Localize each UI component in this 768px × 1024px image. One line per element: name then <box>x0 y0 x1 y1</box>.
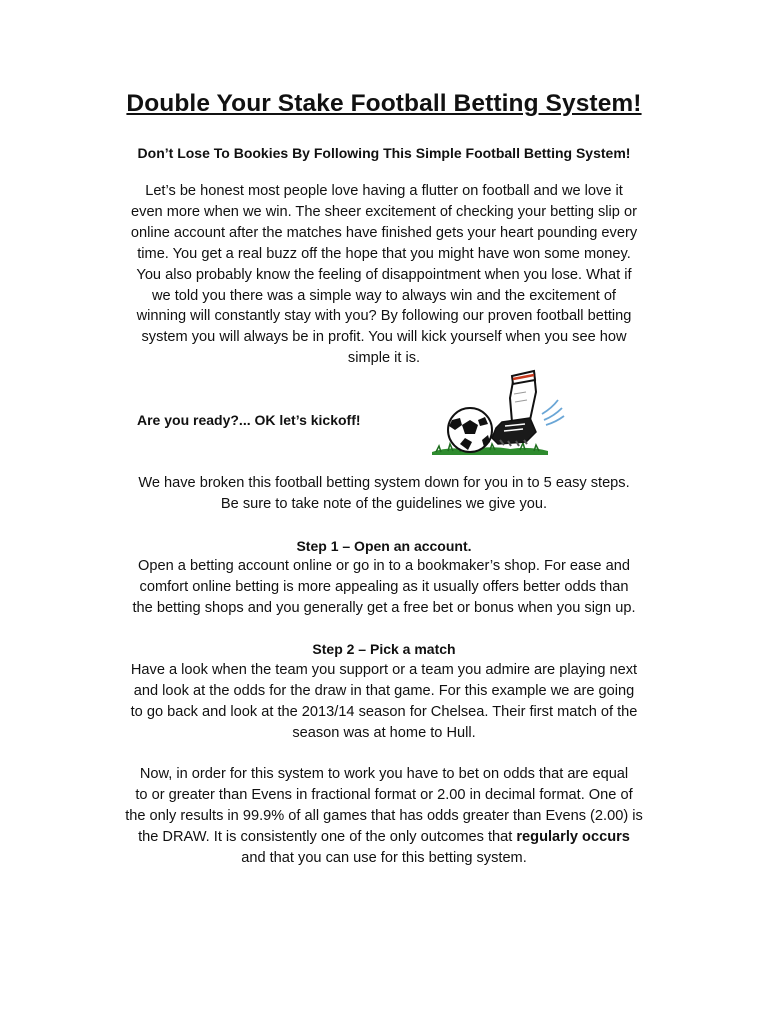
text-line: the only results in 99.9% of all games that has odds greater than Evens (2.00) is <box>125 807 643 824</box>
text-line: simple it is. <box>347 350 421 367</box>
text-line: online account after the matches have finished gets your heart pounding every <box>130 224 638 241</box>
football-kick-icon <box>430 362 570 462</box>
text-line: even more when we win. The sheer excitement of checking your betting slip or <box>131 203 637 220</box>
emphasis-text: regularly occurs <box>516 828 630 845</box>
text-line: to go back and look at the 2013/14 season for Chelsea. Their first match of the <box>130 703 638 720</box>
subtitle: Don’t Lose To Bookies By Following This Simple Football Betting System! <box>137 145 631 161</box>
text-line: We have broken this football betting system down for you in to 5 easy steps. <box>138 475 630 491</box>
text-line: You also probably know the feeling of disappointment when you lose. What if <box>136 266 632 283</box>
text-line: time. You get a real buzz off the hope that you might have won some money. <box>137 245 631 262</box>
text-line: the betting shops and you generally get a free bet or bonus when you sign up. <box>132 599 636 616</box>
text-line: winning will constantly stay with you? By following our proven football betting <box>136 308 632 325</box>
text-line: comfort online betting is more appealing as it usually offers better odds than <box>139 578 629 595</box>
text-line: Be sure to take note of the guidelines we give you. <box>220 495 548 512</box>
text-line: and that you can use for this betting system. <box>241 849 527 866</box>
text-line: to or greater than Evens in fractional format or 2.00 in decimal format. One of <box>135 786 633 803</box>
text-line: and look at the odds for the draw in that game. For this example we are going <box>133 682 635 699</box>
text-line: Let’s be honest most people love having a flutter on football and we love it <box>145 183 623 199</box>
step1-heading: Step 1 – Open an account. <box>296 538 472 554</box>
text-line: we told you there was a simple way to always win and the excitement of <box>152 287 616 304</box>
text-line: Have a look when the team you support or a team you admire are playing next <box>130 662 638 678</box>
odds-paragraph <box>80 764 688 869</box>
text-line: system you will always be in profit. You will kick yourself when you see how <box>141 329 627 346</box>
text-line: Now, in order for this system to work you have to bet on odds that are equal <box>139 766 629 782</box>
step2-paragraph <box>80 660 688 744</box>
page-title: Double Your Stake Football Betting System! <box>126 90 642 117</box>
step1-paragraph <box>80 556 688 619</box>
step2-heading: Step 2 – Pick a match <box>312 641 456 657</box>
text-line <box>80 827 688 848</box>
steps-intro-paragraph <box>80 473 688 515</box>
kickoff-text: Are you ready?... OK let’s kickoff! <box>137 412 361 428</box>
text-line: season was at home to Hull. <box>292 724 476 741</box>
text-fragment: the DRAW. It is consistently one of the only outcomes that <box>138 828 517 845</box>
text-line: Open a betting account online or go in to a bookmaker’s shop. For ease and <box>138 558 630 574</box>
intro-paragraph <box>80 181 688 369</box>
